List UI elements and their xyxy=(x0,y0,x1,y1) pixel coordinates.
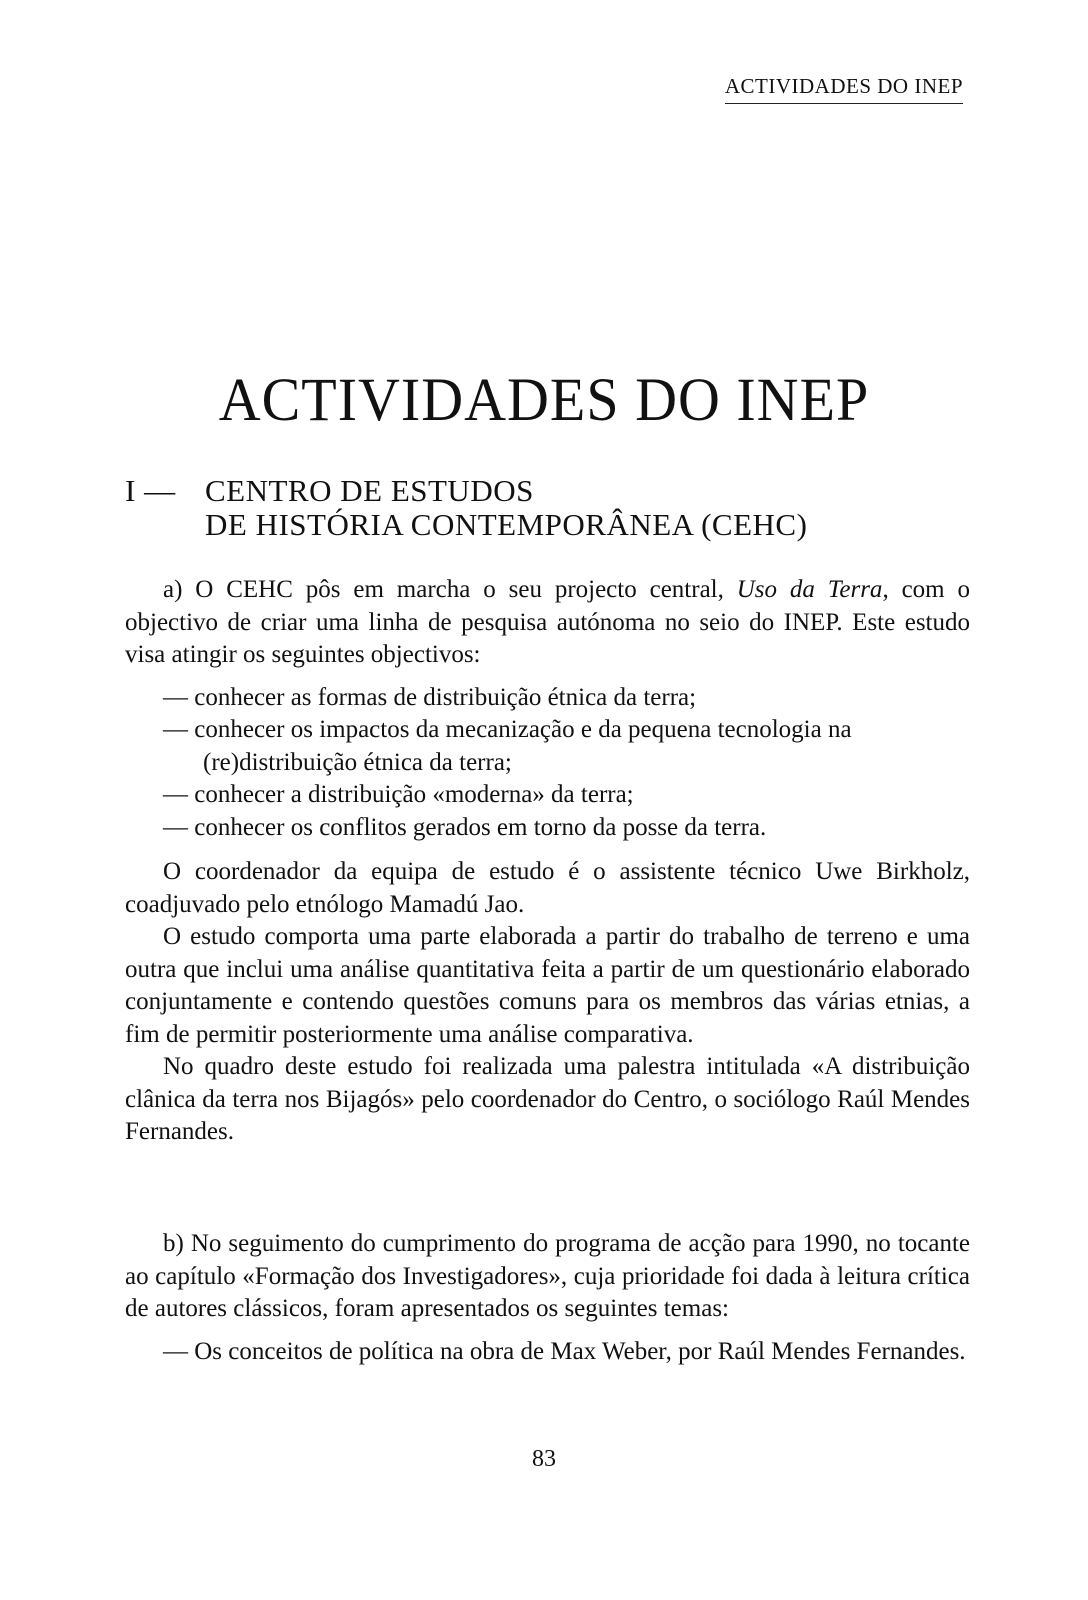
running-header: ACTIVIDADES DO INEP xyxy=(725,74,963,104)
themes-list xyxy=(125,1336,970,1369)
objective-item: — conhecer a distribuição «moderna» da terra; xyxy=(163,781,634,808)
paragraph-a-intro xyxy=(125,574,970,672)
section-title xyxy=(205,474,807,542)
theme-item: — Os conceitos de política na obra de Max Weber, por Raúl Mendes Fernandes. xyxy=(163,1337,966,1365)
paragraph-b-intro: b) No seguimento do cumprimento do programa de acção para 1990, no tocante ao capítulo «Formação dos Investigadores», cuja prioridade foi dada à leitura crítica de autores clássicos, foram apresentados os seguintes temas: xyxy=(125,1230,970,1322)
paragraph-lecture: No quadro deste estudo foi realizada uma palestra intitulada «A distribuição clânica da terra nos Bijagós» pelo coordenador do Centro, o sociólogo Raúl Mendes Fernandes. xyxy=(125,1053,970,1145)
paragraph-study-method: O estudo comporta uma parte elaborada a partir do trabalho de terreno e uma outra que inclui uma análise quantitativa feita a partir de um questionário elaborado conjuntamente e contendo questões comuns para os membros das várias etnias, a fim de permitir posteriormente uma análise comparativa. xyxy=(125,923,970,1048)
project-title: Uso da Terra xyxy=(736,576,883,603)
page-number: 83 xyxy=(532,1446,556,1472)
objectives-list xyxy=(125,682,970,845)
section-title-line-2: DE HISTÓRIA CONTEMPORÂNEA (CEHC) xyxy=(205,507,808,542)
objective-item: — conhecer os impactos da mecanização e da pequena tecnologia na (re)distribuição étnica da terra; xyxy=(163,716,852,776)
section-a-body xyxy=(125,574,970,1149)
objective-item: — conhecer as formas de distribuição étnica da terra; xyxy=(163,683,697,711)
paragraph-coordinator: O coordenador da equipa de estudo é o assistente técnico Uwe Birkholz, coadjuvado pelo etnólogo Mamadú Jao. xyxy=(125,858,970,918)
section-b-body xyxy=(125,1228,970,1368)
paragraph-a-lead: a) O CEHC pôs em marcha o seu projecto central, xyxy=(163,576,737,603)
objective-item: — conhecer os conflitos gerados em torno da posse da terra. xyxy=(163,813,767,841)
paragraph-a-rest: , com o objectivo de criar uma linha de pesquisa autónoma no seio do INEP. Este estudo visa atingir os seguintes objectivos: xyxy=(125,576,970,668)
section-heading xyxy=(125,474,807,542)
section-title-line-1: CENTRO DE ESTUDOS xyxy=(205,473,534,508)
section-number: I — xyxy=(125,473,176,508)
page-title: ACTIVIDADES DO INEP xyxy=(218,365,870,434)
